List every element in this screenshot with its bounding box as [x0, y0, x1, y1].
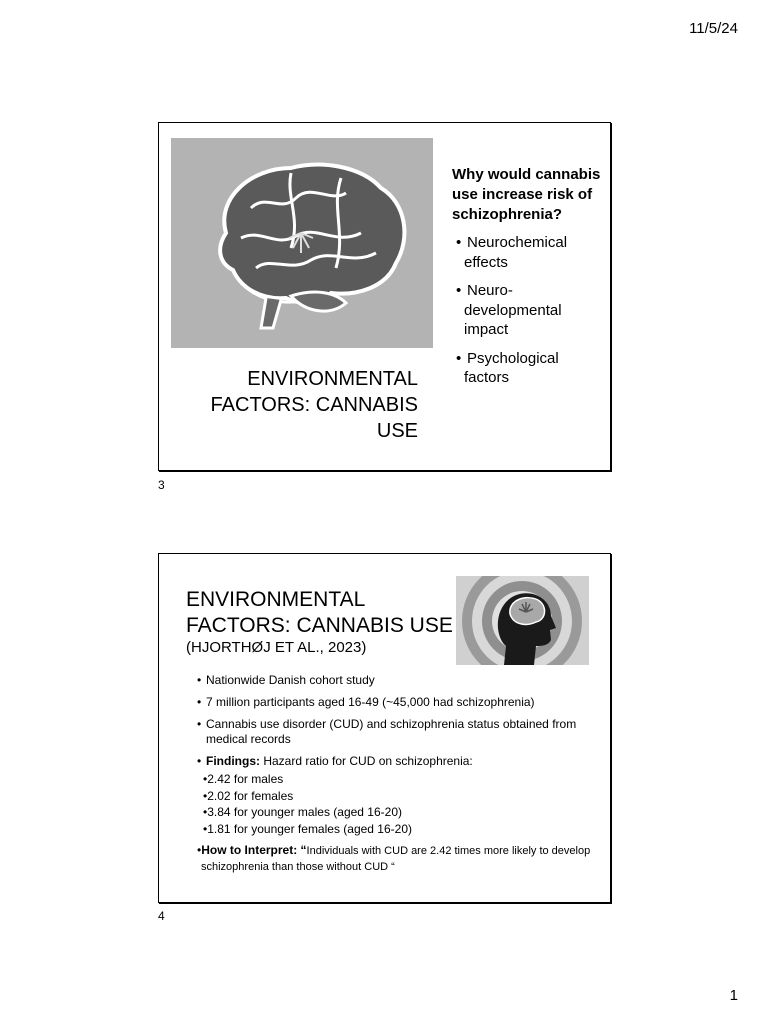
slide-4-title: ENVIRONMENTAL FACTORS: CANNABIS USE [186, 588, 453, 637]
list-item: • Psychological factors [456, 349, 559, 386]
head-silhouette-icon [456, 576, 589, 665]
slide-3-number: 3 [158, 478, 165, 492]
list-item: • Cannabis use disorder (CUD) and schizophrenia status obtained from medical records [197, 717, 577, 746]
finding-row: •1.81 for younger females (aged 16-20) [203, 821, 412, 836]
brain-cannabis-image [171, 138, 433, 348]
interpretation: •How to Interpret: “Individuals with CUD are 2.42 times more likely to develop schizophrenia than those without CUD “ [197, 843, 591, 873]
list-item: • Neuro-developmental impact [456, 282, 562, 338]
brain-illustration-icon [171, 138, 433, 348]
slide-3-question: Why would cannabis use increase risk of schizophrenia? [452, 166, 601, 223]
finding-row: •3.84 for younger males (aged 16-20) [203, 805, 402, 819]
slide-3-content [452, 165, 602, 397]
finding-row: •2.42 for males [203, 772, 284, 786]
list-item: • Neurochemical effects [456, 234, 568, 271]
page-number: 1 [729, 987, 738, 1004]
list-item: • 7 million participants aged 16-49 (~45,000 had schizophrenia) [197, 695, 535, 709]
finding-row: •2.02 for females [203, 788, 294, 803]
header-date: 11/5/24 [689, 20, 738, 37]
slide-4 [158, 553, 611, 903]
findings-item: • Findings: Hazard ratio for CUD on schizophrenia: [197, 754, 473, 768]
slide-3-bullet-list [452, 233, 602, 388]
slide-4-body [197, 673, 597, 875]
slide-4-subtitle: (HJORTHØJ ET AL., 2023) [186, 639, 367, 656]
slide-3-title: ENVIRONMENTAL FACTORS: CANNABIS USE [210, 368, 418, 442]
list-item: • Nationwide Danish cohort study [197, 673, 375, 687]
head-cannabis-image [456, 576, 589, 665]
slide-3 [158, 122, 611, 471]
slide-4-number: 4 [158, 909, 165, 923]
